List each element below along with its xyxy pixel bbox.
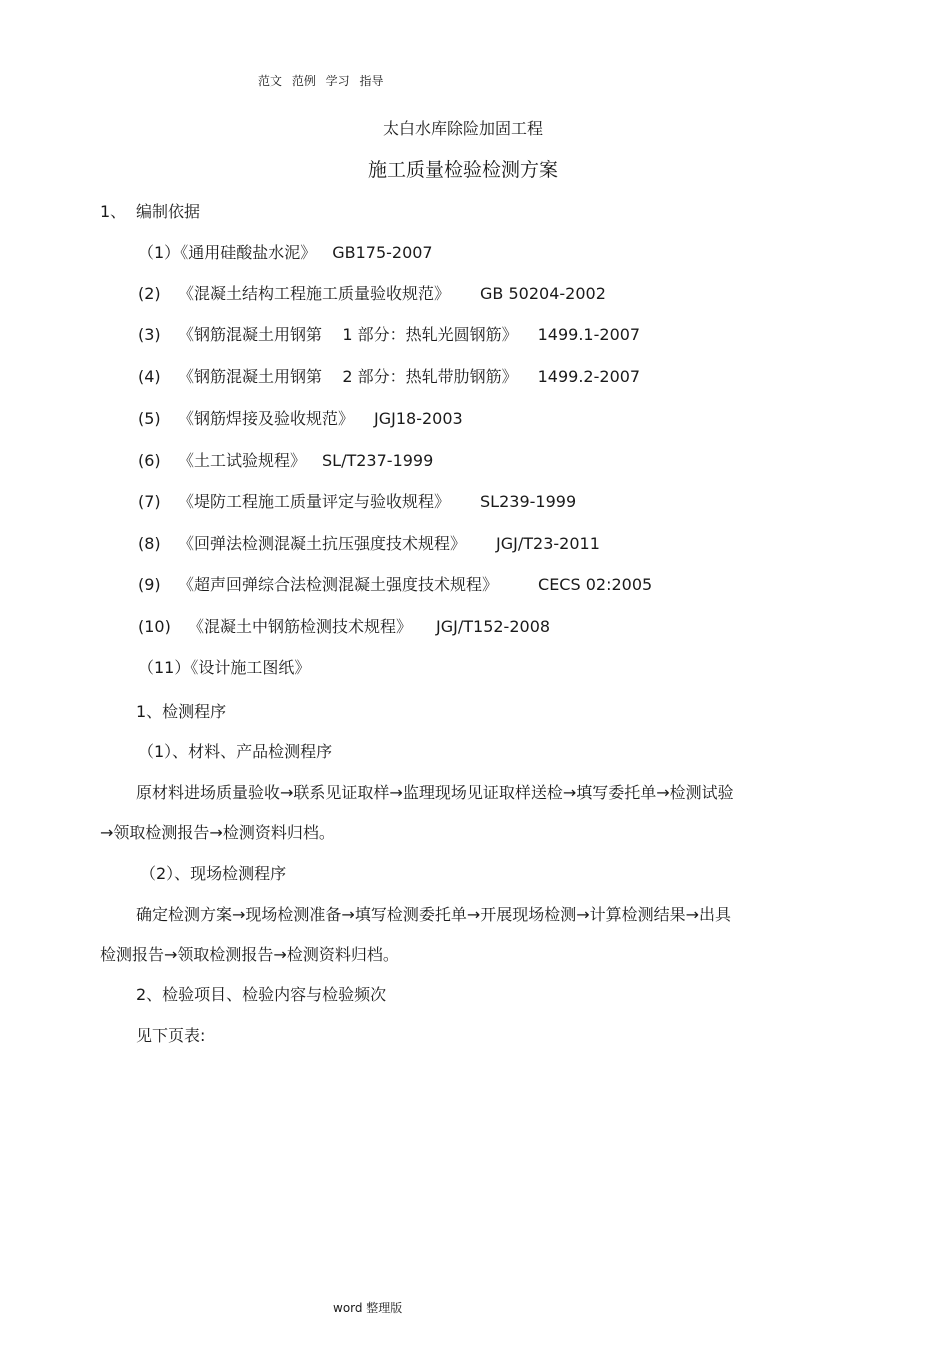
- reference-code: JGJ/T23-2011: [496, 534, 600, 553]
- reference-code: JGJ/T152-2008: [436, 617, 551, 636]
- reference-number: (7): [138, 492, 161, 511]
- reference-title: 《设计施工图纸》: [190, 658, 311, 677]
- reference-title: 《堤防工程施工质量评定与验收规程》: [178, 492, 451, 511]
- reference-title: 《钢筋混凝土用钢第 1 部分：热轧光圆钢筋》: [178, 325, 518, 344]
- reference-code: JGJ18-2003: [374, 409, 463, 428]
- reference-title: 《土工试验规程》: [178, 451, 307, 470]
- see-table-note: 见下页表:: [136, 1026, 206, 1045]
- reference-item: [138, 364, 640, 387]
- reference-code: SL239-1999: [480, 492, 577, 511]
- reference-item: [138, 240, 433, 263]
- section-heading-procedure: 1、检测程序: [136, 702, 227, 721]
- subsection-heading-onsite: （2）、现场检测程序: [140, 864, 287, 883]
- reference-item: [138, 572, 652, 595]
- page-footer: word 整理版: [333, 1301, 403, 1315]
- reference-number: （11）: [138, 658, 191, 677]
- reference-number: (8): [138, 534, 161, 553]
- reference-number: (9): [138, 575, 161, 594]
- reference-item: [138, 614, 550, 637]
- reference-title: 《钢筋混凝土用钢第 2 部分：热轧带肋钢筋》: [178, 367, 518, 386]
- reference-item: [138, 322, 640, 345]
- reference-item: [138, 531, 600, 554]
- reference-title: 《回弹法检测混凝土抗压强度技术规程》: [178, 534, 467, 553]
- reference-code: GB175-2007: [332, 243, 433, 262]
- paragraph-line: 检测报告→领取检测报告→检测资料归档。: [100, 945, 399, 964]
- reference-number: (5): [138, 409, 161, 428]
- reference-title: 《混凝土中钢筋检测技术规程》: [188, 617, 413, 636]
- reference-code: 1499.1-2007: [537, 325, 641, 344]
- reference-number: (6): [138, 451, 161, 470]
- reference-title: 《通用硅酸盐水泥》: [180, 243, 317, 262]
- reference-item: [138, 281, 606, 304]
- document-subtitle: 施工质量检验检测方案: [367, 159, 558, 181]
- reference-code: CECS 02:2005: [538, 575, 653, 594]
- section-label: 编制依据: [136, 202, 201, 221]
- section-heading-basis: [100, 199, 200, 222]
- reference-title: 《超声回弹综合法检测混凝土强度技术规程》: [178, 575, 499, 594]
- subsection-heading-material: （1）、材料、产品检测程序: [138, 742, 333, 761]
- reference-item: [138, 448, 433, 471]
- reference-number: （1）: [138, 243, 181, 262]
- document-title: 太白水库除险加固工程: [382, 119, 543, 138]
- page-header: 范文 范例 学习 指导: [258, 74, 384, 88]
- reference-title: 《混凝土结构工程施工质量验收规范》: [178, 284, 451, 303]
- paragraph-line: →领取检测报告→检测资料归档。: [100, 823, 335, 842]
- section-heading-items: 2、检验项目、检验内容与检验频次: [136, 985, 387, 1004]
- reference-title: 《钢筋焊接及验收规范》: [178, 409, 355, 428]
- reference-item: [138, 489, 576, 512]
- reference-number: (2): [138, 284, 161, 303]
- reference-code: 1499.2-2007: [537, 367, 641, 386]
- reference-item: [138, 406, 463, 429]
- paragraph-line: 确定检测方案→现场检测准备→填写检测委托单→开展现场检测→计算检测结果→出具: [136, 905, 732, 924]
- reference-number: (3): [138, 325, 161, 344]
- section-number: 1、: [100, 202, 127, 221]
- reference-code: SL/T237-1999: [322, 451, 434, 470]
- reference-number: (10): [138, 617, 171, 636]
- reference-number: (4): [138, 367, 161, 386]
- reference-code: GB 50204-2002: [480, 284, 606, 303]
- reference-item: [138, 655, 310, 678]
- paragraph-line: 原材料进场质量验收→联系见证取样→监理现场见证取样送检→填写委托单→检测试验: [136, 783, 734, 802]
